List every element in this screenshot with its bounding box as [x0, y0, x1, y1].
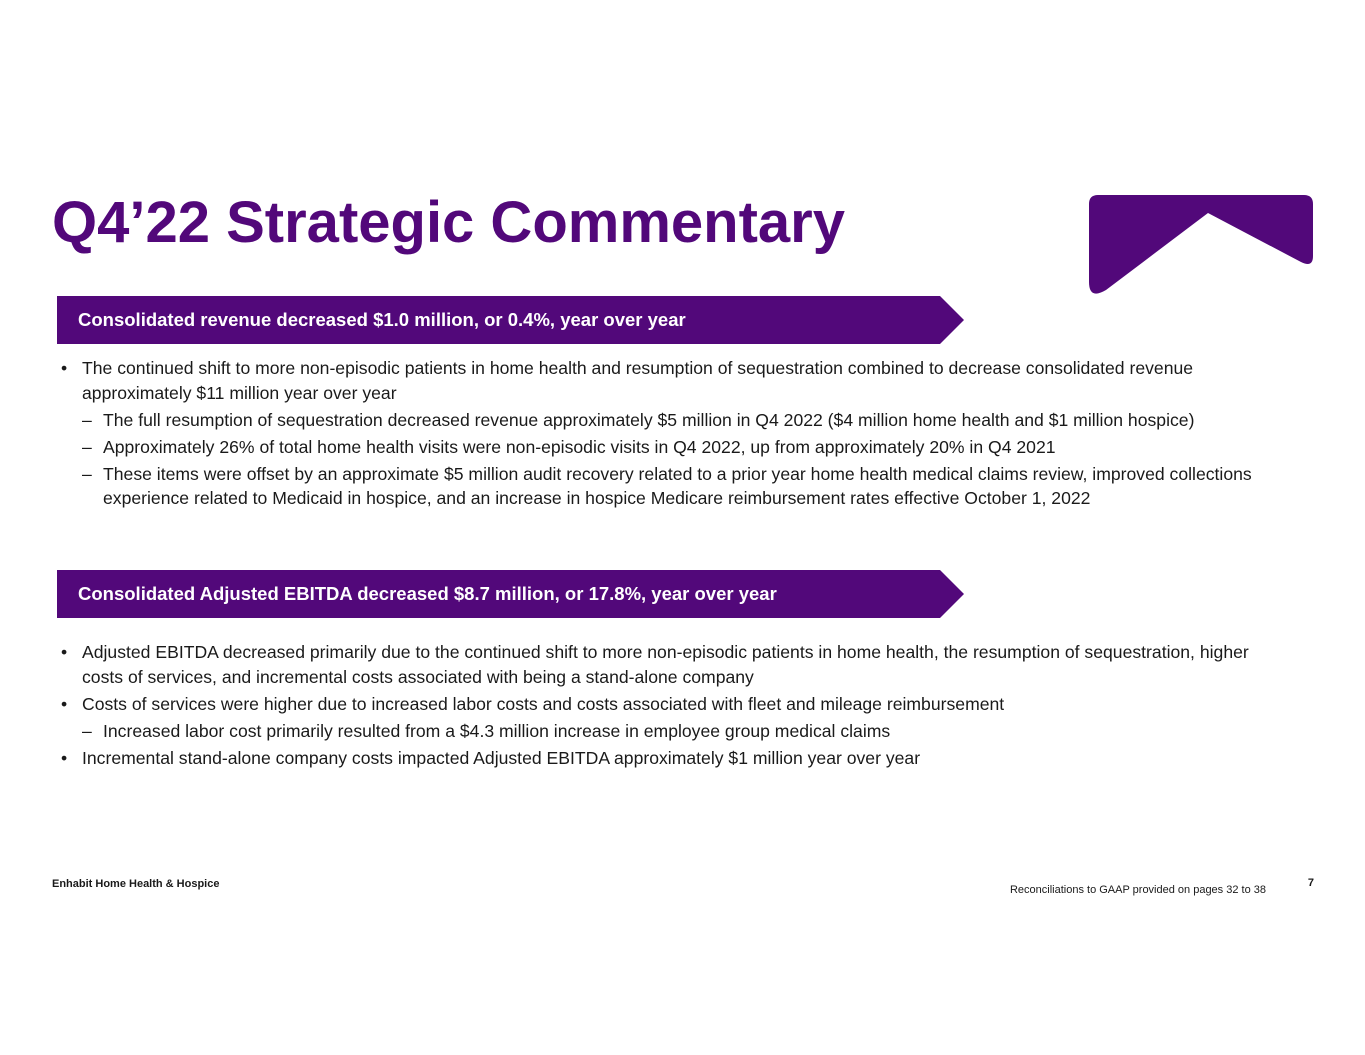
- footer-company-name: Enhabit Home Health & Hospice: [52, 878, 220, 890]
- ebitda-commentary-list: [56, 640, 1256, 773]
- bullet-marker: •: [61, 747, 68, 768]
- list-item-text: Incremental stand-alone company costs impacted Adjusted EBITDA approximately $1 million year over year: [82, 747, 921, 768]
- list-item: [56, 356, 1256, 405]
- dash-marker: –: [82, 720, 92, 741]
- list-item-text: The full resumption of sequestration decreased revenue approximately $5 million in Q4 2022 ($4 million home health and $1 million hospice): [103, 409, 1195, 430]
- list-item-text: The continued shift to more non-episodic patients in home health and resumption of sequestration combined to decrease consolidated revenue approximately $11 million year over year: [82, 358, 1194, 403]
- list-item: [56, 692, 1256, 717]
- dash-marker: –: [82, 463, 92, 484]
- footer-reconciliation-note: Reconciliations to GAAP provided on pages 32 to 38: [1009, 884, 1266, 896]
- list-item: [56, 462, 1256, 511]
- list-item-text: Approximately 26% of total home health visits were non-episodic visits in Q4 2022, up from approximately 20% in Q4 2021: [103, 436, 1056, 457]
- ebitda-banner-text: Consolidated Adjusted EBITDA decreased $8.7 million, or 17.8%, year over year: [78, 583, 777, 604]
- ebitda-banner: [57, 570, 964, 618]
- list-item-text: Costs of services were higher due to increased labor costs and costs associated with fleet and mileage reimbursement: [82, 693, 1005, 714]
- bullet-marker: •: [61, 642, 68, 662]
- list-item-text: Increased labor cost primarily resulted from a $4.3 million increase in employee group medical claims: [103, 720, 891, 741]
- list-item: [56, 746, 1256, 771]
- list-item: [56, 435, 1256, 460]
- dash-marker: –: [82, 436, 92, 457]
- list-item-text: These items were offset by an approximate $5 million audit recovery related to a prior year home health medical claims review, improved collections experience related to Medicaid in hospice, and an increase in hospice Medicare reimbursement rates effective October 1, 2022: [103, 463, 1252, 508]
- page-number: 7: [1307, 877, 1314, 889]
- list-item: [56, 640, 1256, 689]
- enhabit-roof-logo-icon: [1088, 194, 1314, 296]
- bullet-marker: •: [61, 693, 68, 714]
- revenue-commentary-list: [56, 356, 1256, 513]
- revenue-banner-text: Consolidated revenue decreased $1.0 million, or 0.4%, year over year: [78, 309, 686, 330]
- page-title: Q4’22 Strategic Commentary: [52, 190, 845, 255]
- dash-marker: –: [82, 409, 92, 430]
- bullet-marker: •: [61, 358, 68, 378]
- list-item: [56, 719, 1256, 744]
- revenue-banner: [57, 296, 964, 344]
- list-item-text: Adjusted EBITDA decreased primarily due to the continued shift to more non-episodic patients in home health, the resumption of sequestration, higher costs of services, and incremental costs associated with being a stand-alone company: [82, 642, 1249, 687]
- list-item: [56, 408, 1256, 433]
